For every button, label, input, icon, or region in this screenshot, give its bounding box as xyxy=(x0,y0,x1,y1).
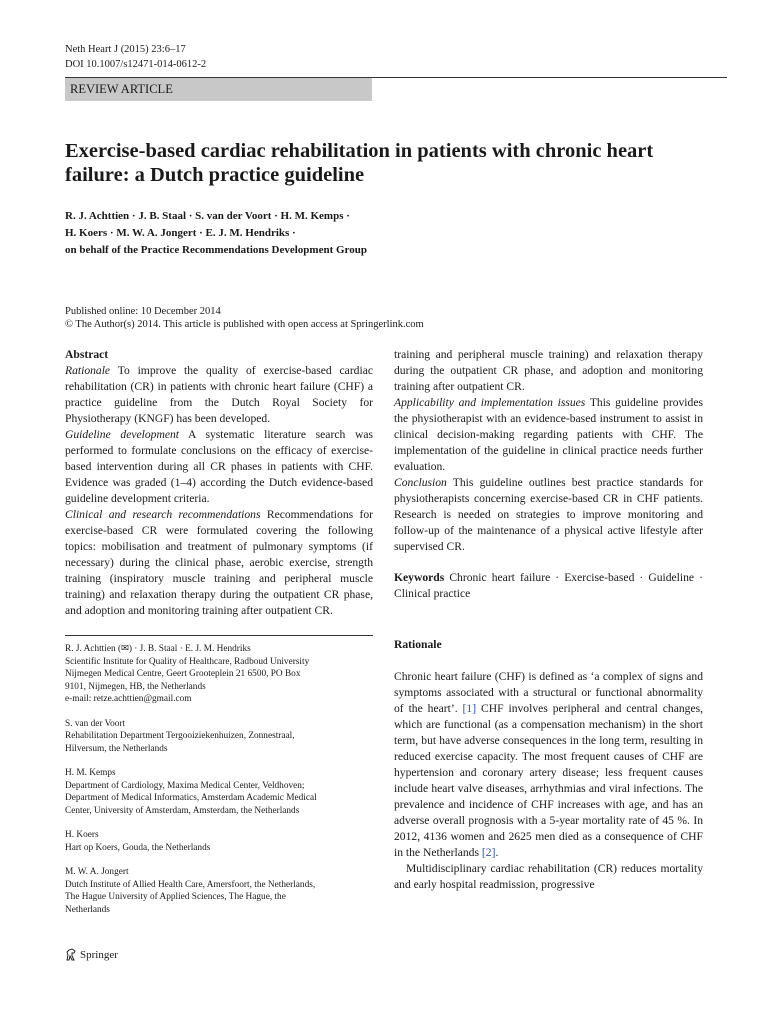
journal-citation: Neth Heart J (2015) 23:6–17 xyxy=(65,44,186,55)
abstract-right-column xyxy=(394,347,703,602)
affiliation-line: Scientific Institute for Quality of Healthcare, Radboud University xyxy=(65,656,310,667)
author-line: R. J. Achttien · J. B. Staal · S. van der Voort · H. M. Kemps · xyxy=(65,210,350,222)
applicability-label: Applicability and implementation issues xyxy=(394,396,586,409)
published-date: Published online: 10 December 2014 xyxy=(65,306,221,317)
recommendations-text: Recommendations for exercise-based CR were formulated covering the following topics: mobilisation and treatment of pulmonary symptoms (if necessary) during the clinical phase, aerobic exercise, strength training (inspiratory muscle training and peripheral muscle training) and relaxation therapy during the outpatient CR phase, and adoption and monitoring training after outpatient CR. xyxy=(65,508,373,617)
affiliation-line: Rehabilitation Department Tergooiziekenhuizen, Zonnestraal, xyxy=(65,731,295,741)
rationale-label: Rationale xyxy=(65,364,111,377)
keywords-text: Chronic heart failure · Exercise-based · Guideline · Clinical practice xyxy=(394,571,703,600)
affiliation-authors: H. Koers xyxy=(65,830,99,840)
affiliation xyxy=(65,718,373,756)
conclusion-label: Conclusion xyxy=(394,476,447,489)
affiliation xyxy=(65,767,373,817)
affiliation-line: The Hague University of Applied Sciences, The Hague, the xyxy=(65,892,286,902)
affiliation-authors: S. van der Voort xyxy=(65,718,126,729)
affiliation-authors: R. J. Achttien (✉) · J. B. Staal · E. J. M. Hendriks xyxy=(65,644,251,654)
affiliation-line: Dutch Institute of Allied Health Care, Amersfoort, the Netherlands, xyxy=(65,879,316,890)
affiliation-authors: H. M. Kemps xyxy=(65,768,116,778)
development-label: Guideline development xyxy=(65,428,179,441)
article-title: Exercise-based cardiac rehabilitation in patients with chronic heart failure: a Dutch practice guideline xyxy=(65,140,654,186)
abstract-recommendations-continued: training and peripheral muscle training) and relaxation therapy during the outpatient CR phase, and adoption and monitoring training after outpatient CR. xyxy=(394,348,703,393)
springer-horse-icon xyxy=(65,948,77,961)
affiliations xyxy=(65,643,373,928)
applicability-text: This guideline provides the physiotherapist with an evidence-based instrument to assist in clinical decision-making regarding patients with CHF. The implementation of the guideline in clinical practice needs further evaluation. xyxy=(394,396,703,473)
abstract-conclusion xyxy=(394,475,703,555)
rationale-body xyxy=(394,669,703,893)
affiliation-line: 9101, Nijmegen, HB, the Netherlands xyxy=(65,681,206,692)
affiliation-line: Hilversum, the Netherlands xyxy=(65,743,168,754)
corresponding-email[interactable]: e-mail: retze.achttien@gmail.com xyxy=(65,694,192,704)
article-type-badge: REVIEW ARTICLE xyxy=(65,78,372,101)
citation-link[interactable]: [1] xyxy=(462,702,477,715)
abstract-left-column xyxy=(65,347,373,617)
affiliation-line: Center, University of Amsterdam, Amsterdam, the Netherlands xyxy=(65,805,300,816)
rationale-paragraph: Multidisciplinary cardiac rehabilitation (CR) reduces mortality and early hospital readmission, progressive xyxy=(394,862,703,891)
keywords xyxy=(394,570,703,602)
abstract-rationale xyxy=(65,363,373,427)
rationale-text: To improve the quality of exercise-based cardiac rehabilitation (CR) in patients with chronic heart failure (CHF) a practice guideline from the Dutch Royal Society for Physiotherapy (KNGF) has been developed. xyxy=(65,364,373,425)
affiliation-authors: M. W. A. Jongert xyxy=(65,867,129,877)
footnote-rule xyxy=(65,635,373,636)
author-line: H. Koers · M. W. A. Jongert · E. J. M. Hendriks · xyxy=(65,227,296,239)
keywords-label: Keywords xyxy=(394,571,445,584)
publisher-logo xyxy=(65,948,118,961)
abstract-heading: Abstract xyxy=(65,348,109,361)
conclusion-text: This guideline outlines best practice standards for physiotherapists concerning exercise-based CR in CHF patients. Research is needed on strategies to improve monitoring and follow-up of the maintenance of a physical active lifestyle after supervised CR. xyxy=(394,476,703,553)
affiliation-line: Department of Medical Informatics, Amsterdam Academic Medical xyxy=(65,793,317,803)
abstract-applicability xyxy=(394,395,703,475)
author-list xyxy=(65,208,367,259)
paragraph-text: Chronic heart failure (CHF) is defined as ‘a complex of signs and symptoms associated with a structural or functional abnormality of the heart’. xyxy=(394,670,703,715)
affiliation xyxy=(65,643,373,706)
citation-link[interactable]: [2] xyxy=(481,846,496,859)
abstract-recommendations xyxy=(65,507,373,617)
journal-meta xyxy=(65,42,206,72)
author-group: on behalf of the Practice Recommendations Development Group xyxy=(65,244,367,256)
affiliation-line: Nijmegen Medical Centre, Geert Grooteplein 21 6500, PO Box xyxy=(65,669,301,679)
section-heading-rationale: Rationale xyxy=(394,638,442,651)
affiliation-line: Department of Cardiology, Maxima Medical Center, Veldhoven; xyxy=(65,780,305,791)
affiliation-line: Hart op Koers, Gouda, the Netherlands xyxy=(65,842,211,853)
affiliation xyxy=(65,866,373,916)
doi[interactable]: DOI 10.1007/s12471-014-0612-2 xyxy=(65,59,207,70)
paragraph-text: . xyxy=(495,846,499,859)
affiliation xyxy=(65,829,373,854)
paragraph-text: CHF involves peripheral and central changes, which are functional (as a compensation mechanism) in the short term, but have adverse consequences in the long term, resulting in reduced exercise capacity. The most frequent causes of CHF are hypertension and coronary artery disease; less frequent causes include heart valve diseases, arrhythmias and viral infections. The prevalence and incidence of CHF increases with age, and has an adverse overall prognosis with a 5-year mortality rate of 45 %. In 2012, 4136 women and 2625 men died as a consequence of CHF in the Netherlands xyxy=(394,702,703,859)
recommendations-label: Clinical and research recommendations xyxy=(65,508,261,521)
publication-info xyxy=(65,305,424,331)
abstract-development xyxy=(65,427,373,507)
publisher-name: Springer xyxy=(80,948,118,961)
development-text: A systematic literature search was performed to formulate conclusions on the efficacy of exercise-based intervention during all CR phases in patients with CHF. Evidence was graded (1–4) according the Dutch evidence-based guideline development criteria. xyxy=(65,428,373,505)
rationale-paragraph xyxy=(394,669,703,861)
affiliation-line: Netherlands xyxy=(65,904,110,915)
license-note: © The Author(s) 2014. This article is published with open access at Springerlink.com xyxy=(65,319,424,330)
